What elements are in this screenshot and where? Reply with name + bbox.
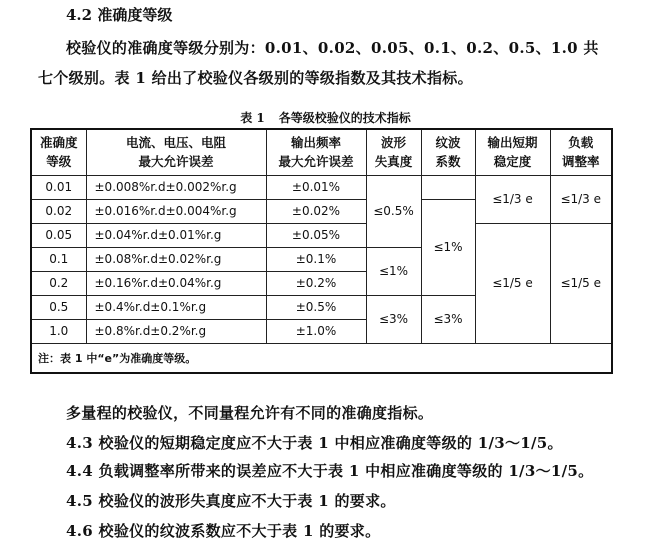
table-caption-title: 各等级校验仪的技术指标 xyxy=(278,111,411,125)
grade-cell: 0.1 xyxy=(31,247,86,271)
clause-4-4: 4.4 负载调整率所带来的误差应不大于表 1 中相应准确度等级的 1/3～1/5。 xyxy=(66,462,594,480)
wave-distortion-cell: ≤1% xyxy=(366,247,421,295)
wave-distortion-cell: ≤0.5% xyxy=(366,175,421,247)
section-heading: 4.2 准确度等级 xyxy=(66,6,173,24)
table-caption xyxy=(0,109,651,126)
grade-cell: 0.01 xyxy=(31,175,86,199)
error-cell: ±0.8%r.d±0.2%r.g xyxy=(86,319,266,343)
header-load-regulation: 负载 调整率 xyxy=(550,129,612,175)
freq-error-cell: ±0.01% xyxy=(266,175,366,199)
error-cell: ±0.08%r.d±0.02%r.g xyxy=(86,247,266,271)
intro-line-2: 七个级别。表 1 给出了校验仪各级别的等级指数及其技术指标。 xyxy=(38,69,473,87)
header-max-error: 电流、电压、电阻 最大允许误差 xyxy=(86,129,266,175)
spec-table xyxy=(30,128,613,374)
freq-error-cell: ±0.5% xyxy=(266,295,366,319)
header-short-term-stability: 输出短期 稳定度 xyxy=(475,129,550,175)
ripple-empty-cell xyxy=(421,175,475,199)
intro-line-1: 校验仪的准确度等级分别为：0.01、0.02、0.05、0.1、0.2、0.5、1.0 共 xyxy=(66,39,599,57)
table-note: 注：表 1 中“e”为准确度等级。 xyxy=(31,343,612,373)
grade-cell: 0.2 xyxy=(31,271,86,295)
error-cell: ±0.16%r.d±0.04%r.g xyxy=(86,271,266,295)
header-wave-distortion: 波形 失真度 xyxy=(366,129,421,175)
header-grade: 准确度 等级 xyxy=(31,129,86,175)
clause-4-5: 4.5 校验仪的波形失真度应不大于表 1 的要求。 xyxy=(66,492,396,510)
header-ripple: 纹波 系数 xyxy=(421,129,475,175)
freq-error-cell: ±0.02% xyxy=(266,199,366,223)
error-cell: ±0.008%r.d±0.002%r.g xyxy=(86,175,266,199)
stability-cell: ≤1/5 e xyxy=(475,223,550,343)
grade-cell: 0.5 xyxy=(31,295,86,319)
grade-cell: 0.02 xyxy=(31,199,86,223)
ripple-cell: ≤3% xyxy=(421,295,475,343)
freq-error-cell: ±1.0% xyxy=(266,319,366,343)
freq-error-cell: ±0.05% xyxy=(266,223,366,247)
header-freq-error: 输出频率 最大允许误差 xyxy=(266,129,366,175)
load-regulation-cell: ≤1/3 e xyxy=(550,175,612,223)
note-row xyxy=(31,343,612,373)
header-row xyxy=(31,129,612,175)
table-row xyxy=(31,175,612,199)
grade-cell: 1.0 xyxy=(31,319,86,343)
stability-cell: ≤1/3 e xyxy=(475,175,550,223)
freq-error-cell: ±0.1% xyxy=(266,247,366,271)
clause-4-3: 4.3 校验仪的短期稳定度应不大于表 1 中相应准确度等级的 1/3～1/5。 xyxy=(66,434,563,452)
wave-distortion-cell: ≤3% xyxy=(366,295,421,343)
grade-cell: 0.05 xyxy=(31,223,86,247)
ripple-cell: ≤1% xyxy=(421,199,475,295)
table-caption-number: 表 1 xyxy=(240,111,265,125)
clause-4-6: 4.6 校验仪的纹波系数应不大于表 1 的要求。 xyxy=(66,522,381,540)
error-cell: ±0.4%r.d±0.1%r.g xyxy=(86,295,266,319)
error-cell: ±0.04%r.d±0.01%r.g xyxy=(86,223,266,247)
error-cell: ±0.016%r.d±0.004%r.g xyxy=(86,199,266,223)
multi-range-paragraph: 多量程的校验仪，不同量程允许有不同的准确度指标。 xyxy=(66,404,434,422)
load-regulation-cell: ≤1/5 e xyxy=(550,223,612,343)
freq-error-cell: ±0.2% xyxy=(266,271,366,295)
table-row xyxy=(31,223,612,247)
